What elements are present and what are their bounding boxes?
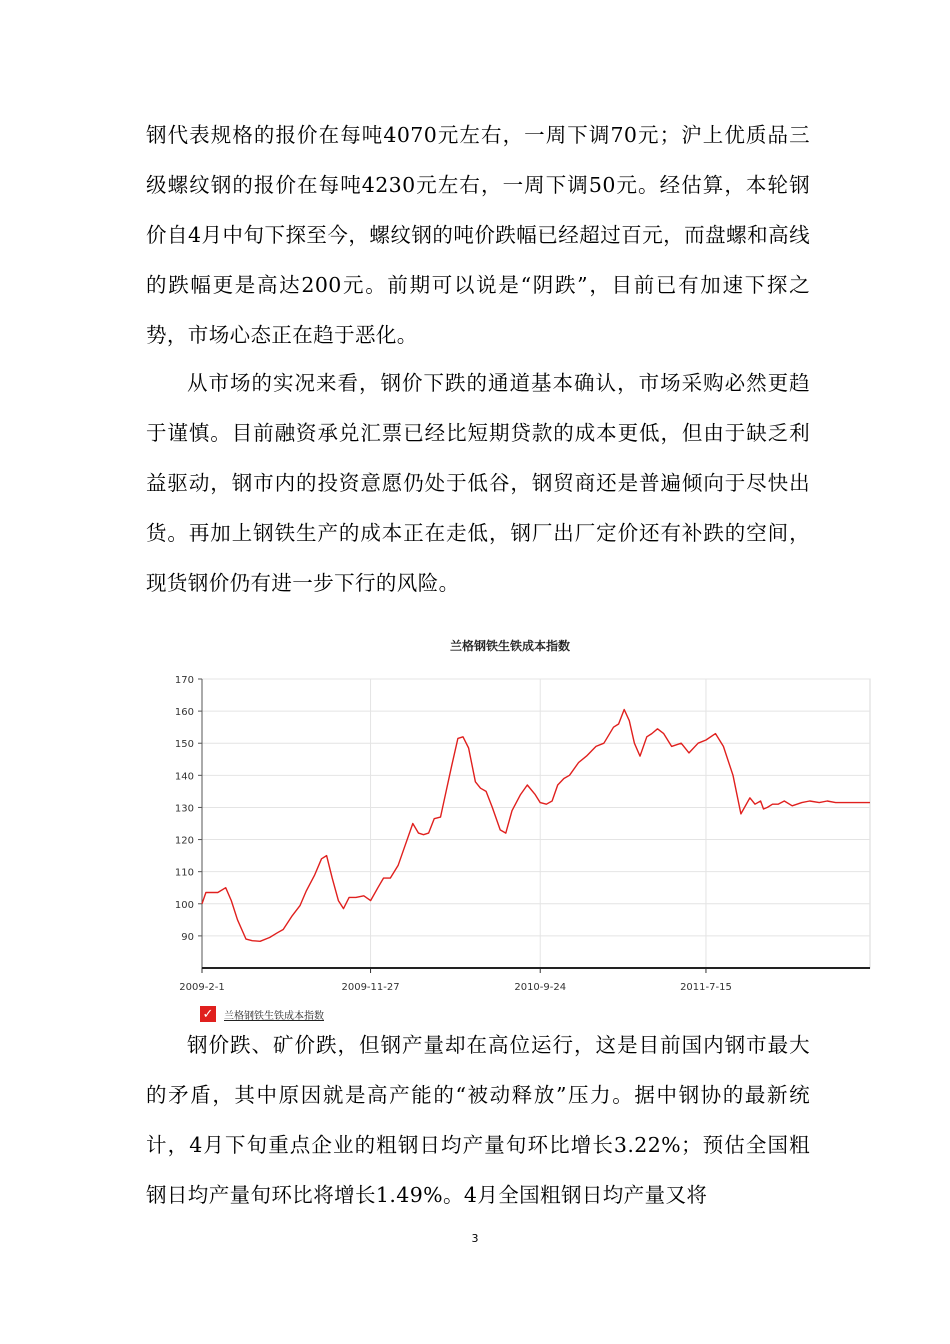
- y-tick-label: 100: [174, 899, 194, 911]
- series-line: [202, 710, 870, 942]
- legend-checkbox-icon[interactable]: ✓: [200, 1006, 216, 1022]
- x-tick-label: 2009-11-27: [341, 982, 400, 993]
- y-tick-label: 110: [174, 867, 194, 879]
- x-tick-label: 2009-2-1: [179, 982, 225, 993]
- chart-title: 兰格钢铁生铁成本指数: [449, 639, 570, 653]
- y-tick-label: 140: [174, 771, 194, 783]
- y-tick-label: 130: [174, 803, 194, 815]
- chart-plot: [160, 630, 880, 1010]
- legend-label: 兰格钢铁生铁成本指数: [224, 1010, 324, 1022]
- page-number: 3: [471, 1232, 479, 1245]
- chart: [160, 630, 880, 1030]
- paragraph-2: 从市场的实况来看，钢价下跌的通道基本确认，市场采购必然更趋于谨慎。目前融资承兑汇票已经比短期贷款的成本更低，但由于缺乏利益驱动，钢市内的投资意愿仍处于低谷，钢贸商还是普遍倾向于尽快出货。再加上钢铁生产的成本正在走低，钢厂出厂定价还有补跌的空间，现货钢价仍有进一步下行的风险。: [146, 371, 810, 595]
- y-tick-label: 150: [174, 739, 194, 751]
- paragraph-3: 钢价跌、矿价跌，但钢产量却在高位运行，这是目前国内钢市最大的矛盾，其中原因就是高产能的“被动释放”压力。据中钢协的最新统计，4月下旬重点企业的粗钢日均产量旬环比增长3.22%；预估全国粗钢日均产量旬环比将增长1.49%。4月全国粗钢日均产量又将: [146, 1033, 810, 1207]
- plot-frame: [202, 679, 870, 968]
- x-tick-label: 2010-9-24: [514, 982, 567, 993]
- y-tick-label: 90: [181, 931, 194, 943]
- y-tick-label: 170: [174, 675, 194, 686]
- x-tick-label: 2011-7-15: [680, 982, 732, 993]
- y-tick-label: 120: [174, 835, 194, 847]
- y-tick-label: 160: [174, 707, 194, 719]
- paragraph-1: 钢代表规格的报价在每吨4070元左右，一周下调70元；沪上优质品三级螺纹钢的报价在每吨4230元左右，一周下调50元。经估算，本轮钢价自4月中旬下探至今，螺纹钢的吨价跌幅已经超过百元，而盘螺和高线的跌幅更是高达200元。前期可以说是“阴跌”，目前已有加速下探之势，市场心态正在趋于恶化。: [146, 123, 810, 347]
